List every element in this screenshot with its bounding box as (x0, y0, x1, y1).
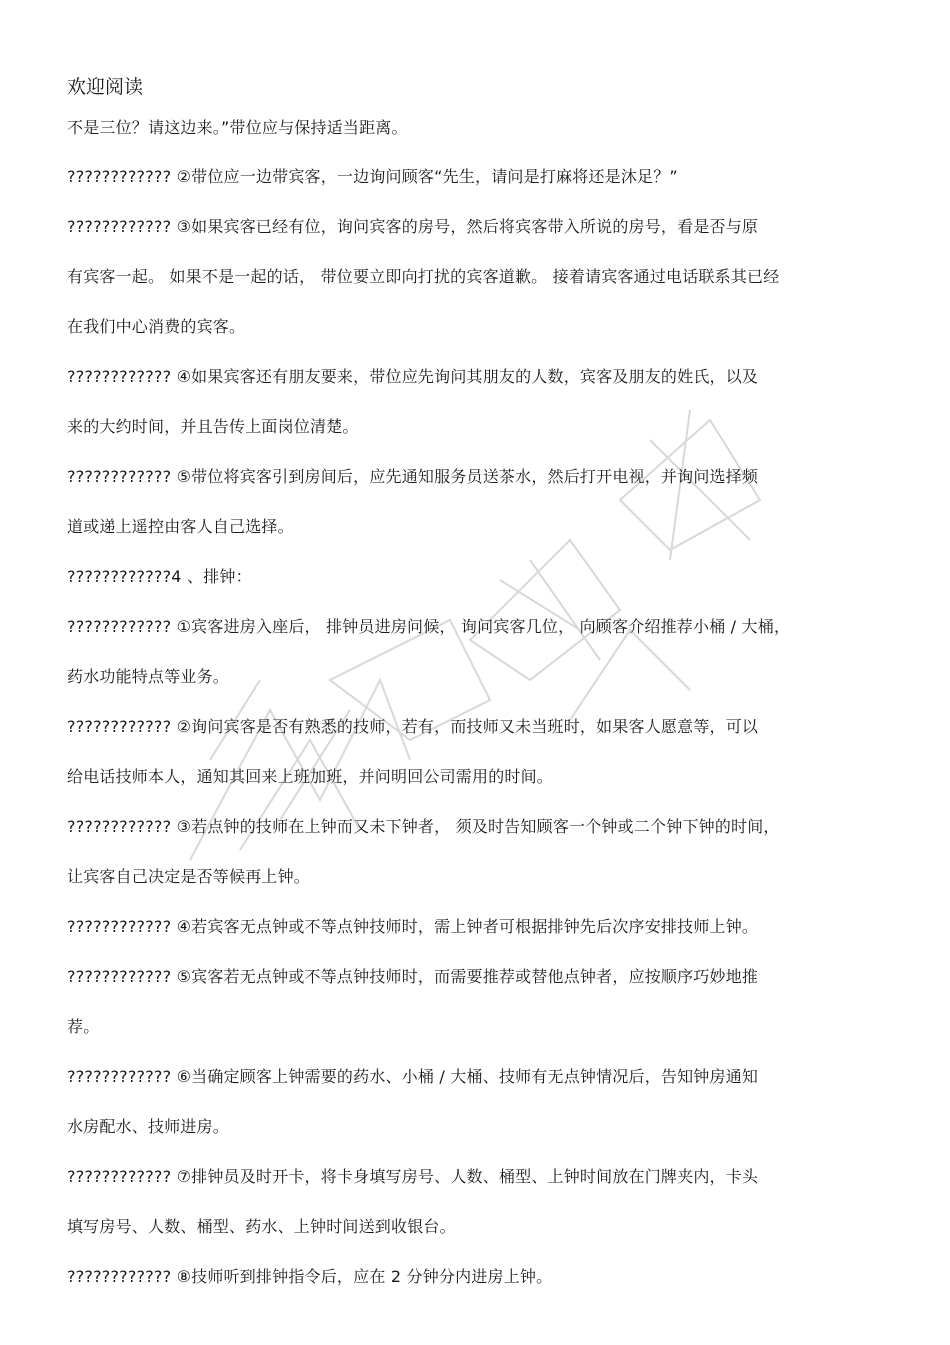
text-line: 填写房号、人数、桶型、药水、上钟时间送到收银台。 (67, 1217, 456, 1236)
section-heading: ????????????4 、排钟： (67, 567, 252, 586)
text-line: 荐。 (67, 1017, 100, 1036)
text-line: ???????????? ⑤宾客若无点钟或不等点钟技师时，而需要推荐或替他点钟者，应按顺序巧妙地推 (67, 967, 759, 986)
page-header: 欢迎阅读 (67, 76, 144, 98)
text-line: 水房配水、技师进房。 (67, 1117, 230, 1136)
text-line: ???????????? ③若点钟的技师在上钟而又未下钟者， 须及时告知顾客一个钟或二个钟下钟的时间， (67, 817, 780, 836)
text-line: 让宾客自己决定是否等候再上钟。 (67, 867, 311, 886)
text-line: ???????????? ④若宾客无点钟或不等点钟技师时，需上钟者可根据排钟先后次序安排技师上钟。 (67, 917, 759, 936)
text-line: ???????????? ③如果宾客已经有位，询问宾客的房号，然后将宾客带入所说的房号，看是否与原 (67, 217, 759, 236)
text-line: ???????????? ⑤带位将宾客引到房间后，应先通知服务员送茶水，然后打开电视，并询问选择频 (67, 467, 759, 486)
text-line: 给电话技师本人，通知其回来上班加班，并问明回公司需用的时间。 (67, 767, 554, 786)
text-line: 道或递上遥控由客人自己选择。 (67, 517, 294, 536)
text-line: ???????????? ⑥当确定顾客上钟需要的药水、小桶 / 大桶、技师有无点钟情况后，告知钟房通知 (67, 1067, 759, 1086)
text-line: ???????????? ⑦排钟员及时开卡，将卡身填写房号、人数、桶型、上钟时间放在门牌夹内，卡头 (67, 1167, 759, 1186)
text-line: 有宾客一起。 如果不是一起的话， 带位要立即向打扰的宾客道歉。 接着请宾客通过电话联系其已经 (67, 267, 780, 286)
text-line: ???????????? ②带位应一边带宾客，一边询问顾客“先生，请问是打麻将还是沐足？” (67, 167, 678, 186)
text-line: ???????????? ④如果宾客还有朋友要来，带位应先询问其朋友的人数，宾客及朋友的姓氏，以及 (67, 367, 759, 386)
text-line: 药水功能特点等业务。 (67, 667, 230, 686)
text-line: ???????????? ②询问宾客是否有熟悉的技师，若有，而技师又未当班时，如果客人愿意等，可以 (67, 717, 759, 736)
text-line: ???????????? ①宾客进房入座后， 排钟员进房问候， 询问宾客几位， 向顾客介绍推荐小桶 / 大桶， (67, 617, 791, 636)
text-line: 来的大约时间，并且告传上面岗位清楚。 (67, 417, 359, 436)
text-line: ???????????? ⑧技师听到排钟指令后，应在 2 分钟分内进房上钟。 (67, 1267, 553, 1286)
text-line: 不是三位？请这边来。”带位应与保持适当距离。 (67, 118, 408, 137)
text-line: 在我们中心消费的宾客。 (67, 317, 246, 336)
